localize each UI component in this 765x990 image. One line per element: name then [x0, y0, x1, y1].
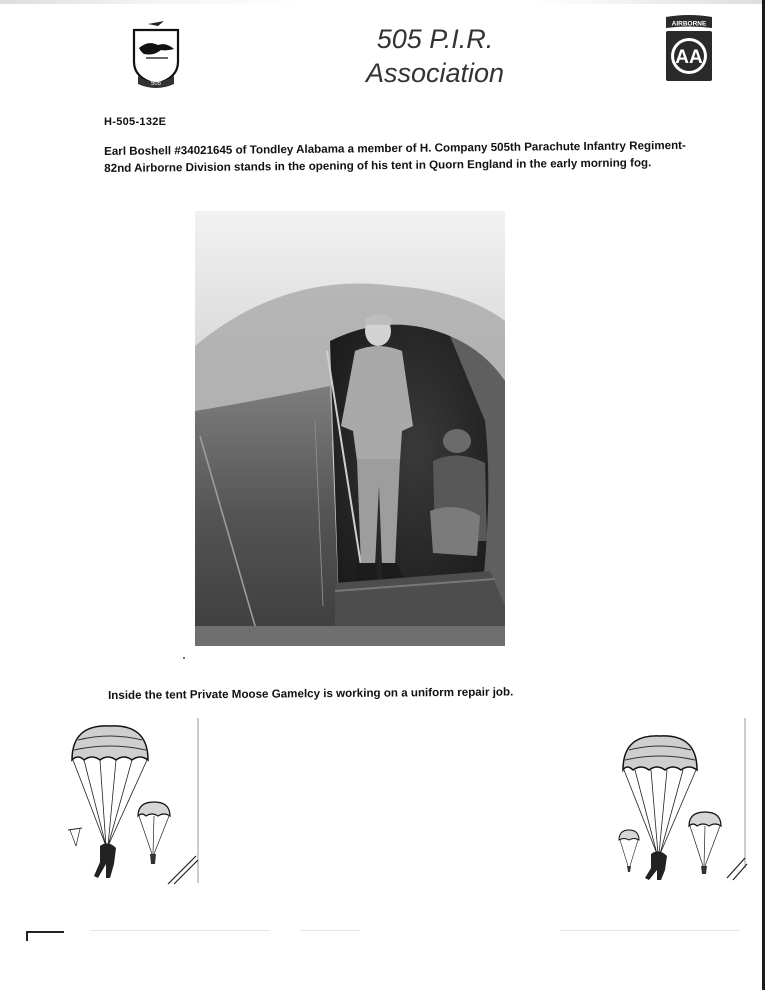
bottom-caption: Inside the tent Private Moose Gamelcy is working on a uniform repair job. — [108, 685, 514, 702]
parachutists-illustration-icon — [605, 718, 750, 888]
scan-line — [560, 930, 740, 931]
regimental-crest-icon — [128, 18, 184, 90]
scan-top-edge — [0, 0, 765, 4]
scan-line — [300, 930, 360, 931]
soldier-in-tent-photo — [195, 211, 505, 646]
parachutists-illustration-icon — [60, 718, 202, 888]
corner-mark — [26, 930, 66, 942]
title-line-2: Association — [365, 58, 505, 88]
scan-line — [90, 930, 270, 931]
title-line-1: 505 P.I.R. — [376, 24, 494, 54]
photo-caption: Earl Boshell #34021645 of Tondley Alabama a member of H. Company 505th Parachute Infantry Regiment-82nd Airborne Division stands in the opening of his tent in Quorn England in the early morning fog. — [104, 138, 686, 175]
patch-letters: AA — [675, 47, 703, 68]
svg-text:505: 505 — [150, 81, 162, 87]
airborne-82nd-patch-icon — [663, 15, 715, 85]
association-title — [340, 22, 530, 90]
scan-speck — [183, 657, 185, 659]
patch-tab-text: AIRBORNE — [671, 20, 707, 28]
document-id: H-505-132E — [104, 116, 167, 128]
